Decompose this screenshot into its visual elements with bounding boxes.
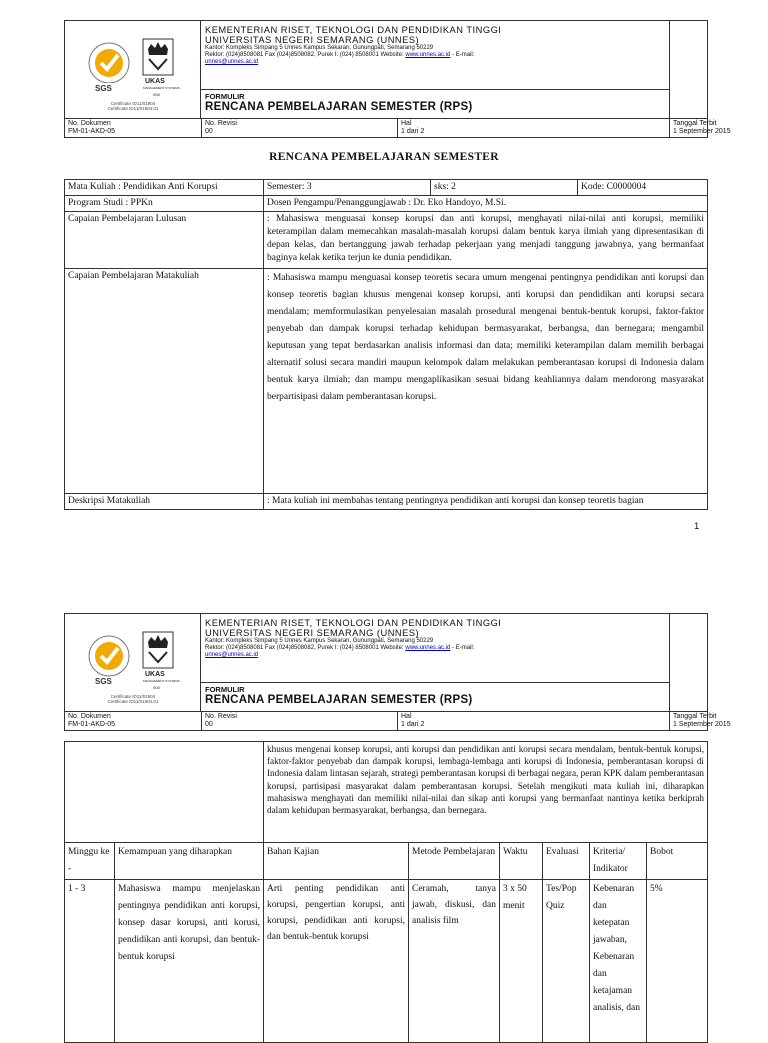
university-contact: Rektor: (024)8508081 Fax (024)8508082, Purek I: (024) 8508001 Website: www.unnes.ac.id - E-mail: xyxy=(205,645,475,651)
cpl-text: : Mahasiswa menguasai konsep korupsi dan anti korupsi, menghayati nilai-nilai anti korupsi, memiliki keterampilan dalam memecahkan masalah-masalah korupsi dalam bentuk karya ilmiah yang dipresentasikan di depan kelas, dan bertanggung jawab terhadap pekerjaan yang menjadi tanggung jawabnya, yang bermanfaat baginya kelak ketika terjun ke dunia pendidikan. xyxy=(264,212,708,269)
form-label: FORMULIR xyxy=(205,685,245,694)
meta-hal: Hal 1 dari 2 xyxy=(397,119,669,138)
institution-info xyxy=(201,614,669,682)
table-row xyxy=(65,212,708,269)
deskripsi-label-blank xyxy=(65,742,264,843)
row1-minggu: 1 - 3 xyxy=(65,880,115,1043)
certificate-ids: Certificate ID11/01904 Certificate ID11/01904.01 xyxy=(107,101,159,111)
form-label: FORMULIR xyxy=(205,92,245,101)
institution-info xyxy=(201,21,669,89)
svg-text:MANAGEMENT SYSTEMS: MANAGEMENT SYSTEMS xyxy=(143,86,180,90)
svg-text:008: 008 xyxy=(153,92,160,97)
document-title: RENCANA PEMBELAJARAN SEMESTER xyxy=(269,151,499,163)
email-link[interactable]: unnes@unnes.ac.id xyxy=(205,59,259,65)
meta-no-revisi: No. Revisi 00 xyxy=(201,119,397,138)
university-address: Kantor: Kompleks Simpang 5 Unnes Kampus Sekaran, Gunungpati, Semarang 50229 xyxy=(205,45,434,51)
table-row xyxy=(65,269,708,494)
form-title-cell xyxy=(201,89,669,118)
row1-waktu: 3 x 50 menit xyxy=(500,880,543,1043)
meta-tanggal-terbit: Tanggal Terbit 1 September 2015 xyxy=(669,712,707,731)
meta-no-revisi: No. Revisi 00 xyxy=(201,712,397,731)
table-row xyxy=(65,180,708,196)
cpm-text: : Mahasiswa mampu menguasai konsep teoretis secara umum mengenai pentingnya pendidikan anti korupsi dan konsep teoretis bagian khusus mengenai konsep korupsi, anti korupsi dan pendidikan anti korupsi secara mendalam; memformulasikan penyelesaian masalah prosedural mengenai bentuk-bentuk korupsi, faktor-faktor penyebab dan dampak korupsi terhadap kehidupan bermasyarakat, berbangsa, dan bernegara; mengambil keputusan yang tepat berdasarkan analisis informasi dan data; memiliki keterampilan dalam memilih berbagai alternatif solusi secara mandiri maupun kelompok dalam melakukan pemberantasan korupsi di Indonesia dalam bentuk karya ilmiah; dan mampu mengaplikasikan sesuai bidang keahliannya dalam mendorong masyarakat berpartisipasi dalam pemberantasan korupsi. xyxy=(264,269,708,494)
svg-text:MANAGEMENT SYSTEMS: MANAGEMENT SYSTEMS xyxy=(143,679,180,683)
deskripsi-text: : Mata kuliah ini membahas tentang pentingnya pendidikan anti korupsi dan konsep teoretis bagian xyxy=(264,494,708,510)
university-name: UNIVERSITAS NEGERI SEMARANG (UNNES) xyxy=(205,35,420,45)
svg-text:SGS: SGS xyxy=(95,677,112,686)
svg-text:SGS: SGS xyxy=(95,84,112,93)
table-row xyxy=(65,880,708,1043)
website-link[interactable]: www.unnes.ac.id xyxy=(405,52,451,58)
svg-text:008: 008 xyxy=(153,685,160,690)
mata-kuliah-cell: Mata Kuliah : Pendidikan Anti Korupsi xyxy=(65,180,264,196)
col-metode: Metode Pembelajaran xyxy=(409,843,500,880)
meta-no-dokumen: No. Dokumen FM-01-AKD-05 xyxy=(68,713,116,728)
rps-schedule-table xyxy=(64,741,708,1043)
sks-cell: sks: 2 xyxy=(431,180,578,196)
university-name: UNIVERSITAS NEGERI SEMARANG (UNNES) xyxy=(205,628,420,638)
col-minggu: Minggu ke - xyxy=(65,843,115,880)
form-title-cell xyxy=(201,682,669,711)
form-title: RENCANA PEMBELAJARAN SEMESTER (RPS) xyxy=(205,694,473,706)
row1-bobot: 5% xyxy=(647,880,708,1043)
program-studi-cell: Program Studi : PPKn xyxy=(65,196,264,212)
svg-text:UKAS: UKAS xyxy=(145,78,165,85)
row1-kriteria: Kebenaran dan ketepatan jawaban, Kebenaran dan ketajaman analisis, dan xyxy=(590,880,647,1043)
website-link[interactable]: www.unnes.ac.id xyxy=(405,645,451,651)
document-header xyxy=(64,20,731,138)
university-contact: Rektor: (024)8508081 Fax (024)8508082, Purek I: (024) 8508001 Website: www.unnes.ac.id - E-mail: xyxy=(205,52,475,58)
table-header-row xyxy=(65,843,708,880)
table-row xyxy=(65,196,708,212)
header-blank-cell xyxy=(669,21,707,118)
university-address: Kantor: Kompleks Simpang 5 Unnes Kampus Sekaran, Gunungpati, Semarang 50229 xyxy=(205,638,434,644)
document-meta-row xyxy=(65,711,731,731)
row1-kemampuan: Mahasiswa mampu menjelaskan pentingnya pendidikan anti korupsi, konsep dasar korupsi, anti korusi, pendidikan anti korupsi, dan bentuk-bentuk korupsi xyxy=(115,880,264,1043)
certification-logo-cell xyxy=(65,21,201,118)
deskripsi-continued: khusus mengenai konsep korupsi, anti korupsi dan pendidikan anti korupsi secara mendalam, bentuk-bentuk korupsi, faktor-faktor penyebab dan dampak korupsi, lembaga-lembaga anti korupsi di Indonesia, pemberantasan korupsi di Indonesia dalam lintasan sejarah, strategi pemberantasan korupsi di berbagai negara, peran KPK dalam pemberantasan korupsi, partisipasi masyarakat dalam pemberantasan korupsi. Setelah mengikuti mata kuliah ini, diharapkan mahasiswa menghayati dan memiliki nilai-nilai dan sikap anti korupsi yang bermanfaat nantinya ketika berkiprah dalam kehidupan bermasyarakat, berbangsa, dan bernegara. xyxy=(264,742,708,843)
col-kriteria: Kriteria/ Indikator xyxy=(590,843,647,880)
col-bobot: Bobot xyxy=(647,843,708,880)
row1-metode: Ceramah, tanya jawab, diskusi, dan analisis film xyxy=(409,880,500,1043)
form-title: RENCANA PEMBELAJARAN SEMESTER (RPS) xyxy=(205,101,473,113)
cpl-label: Capaian Pembelajaran Lulusan xyxy=(65,212,264,269)
semester-cell: Semester: 3 xyxy=(264,180,431,196)
rps-identity-table xyxy=(64,179,708,510)
document-meta-row xyxy=(65,118,731,138)
table-row xyxy=(65,742,708,843)
meta-hal: Hal 1 dari 2 xyxy=(397,712,669,731)
meta-tanggal-terbit: Tanggal Terbit 1 September 2015 xyxy=(669,119,707,138)
certification-logo-cell xyxy=(65,614,201,711)
dosen-cell: Dosen Pengampu/Penanggungjawab : Dr. Eko Handoyo, M.Si. xyxy=(264,196,708,212)
row1-evaluasi: Tes/Pop Quiz xyxy=(543,880,590,1043)
sgs-ukas-logo xyxy=(87,35,181,99)
deskripsi-label: Deskripsi Matakuliah xyxy=(65,494,264,510)
page-number: 1 xyxy=(694,521,700,532)
ministry-name: KEMENTERIAN RISET, TEKNOLOGI DAN PENDIDIKAN TINGGI xyxy=(205,25,502,35)
col-kemampuan: Kemampuan yang diharapkan xyxy=(115,843,264,880)
col-evaluasi: Evaluasi xyxy=(543,843,590,880)
cpm-label: Capaian Pembelajaran Matakuliah xyxy=(65,269,264,494)
row1-bahan: Arti penting pendidikan anti korupsi, pengertian korupsi, anti korupsi, pendidikan anti korupsi, dan bentuk-bentuk korupsi xyxy=(264,880,409,1043)
col-bahan-kajian: Bahan Kajian xyxy=(264,843,409,880)
kode-cell: Kode: C0000004 xyxy=(578,180,708,196)
table-row xyxy=(65,494,708,510)
ministry-name: KEMENTERIAN RISET, TEKNOLOGI DAN PENDIDIKAN TINGGI xyxy=(205,618,502,628)
col-waktu: Waktu xyxy=(500,843,543,880)
certificate-ids: Certificate ID11/01904 Certificate ID11/01904.01 xyxy=(107,694,159,704)
meta-no-dokumen: No. Dokumen FM-01-AKD-05 xyxy=(68,120,116,135)
header-blank-cell xyxy=(669,614,707,711)
email-link[interactable]: unnes@unnes.ac.id xyxy=(205,652,259,658)
document-header-page-2 xyxy=(64,613,731,731)
sgs-ukas-logo xyxy=(87,628,181,692)
svg-text:UKAS: UKAS xyxy=(145,671,165,678)
